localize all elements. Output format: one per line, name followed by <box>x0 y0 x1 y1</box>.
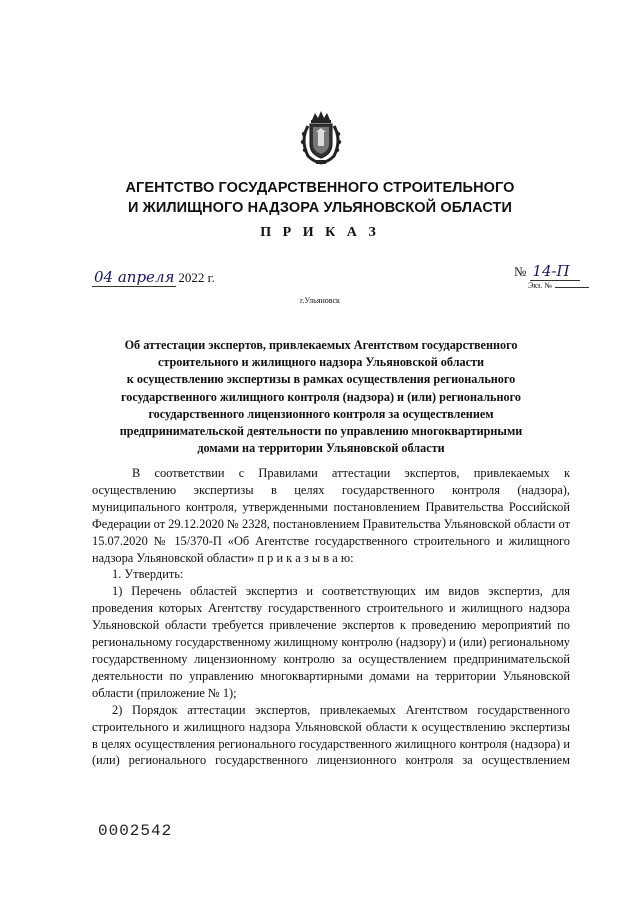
city-name: г.Ульяновск <box>300 296 340 305</box>
item-1-2-paragraph: 2) Порядок аттестации экспертов, привлекаемых Агентством государственного строительного и жилищного надзора Ульяновской области к осуществлению экспертизы в целях осуществления регионального государственного жилищного контроля (надзора) и (или) регионального государственного лицензионного контроля за осуществлением <box>92 702 570 768</box>
copy-number <box>528 281 589 290</box>
coat-of-arms-icon <box>298 110 344 166</box>
number-sign: № <box>514 264 527 279</box>
subject-line: государственного жилищного контроля (надзора) и (или) регионального <box>121 389 521 404</box>
subject-line: строительного и жилищного надзора Ульяновской области <box>157 355 485 370</box>
agency-name <box>0 178 640 218</box>
agency-name-line-2: И ЖИЛИЩНОГО НАДЗОРА УЛЬЯНОВСКОЙ ОБЛАСТИ <box>127 200 513 216</box>
order-date <box>92 268 215 286</box>
subject-line: предпринимательской деятельности по управлению многоквартирными <box>119 424 523 439</box>
order-number-block <box>514 262 589 290</box>
document-type-title: П Р И К А З <box>260 225 380 240</box>
subject-line: государственного лицензионного контроля за осуществлением <box>148 406 494 421</box>
serial-number: 0002542 <box>98 822 173 840</box>
subject-line: домами на территории Ульяновской области <box>197 441 445 456</box>
item-1-heading: 1. Утвердить: <box>112 567 184 582</box>
copy-label: Экз. № <box>528 281 552 290</box>
order-body <box>92 465 570 769</box>
handwritten-number: 14-П <box>530 262 580 281</box>
subject-line: к осуществлению экспертизы в рамках осуществления регионального <box>126 372 516 387</box>
intro-paragraph: В соответствии с Правилами аттестации экспертов, привлекаемых к осуществлению экспертизы в целях государственного контроля (надзора), муниципального контроля, утвержденными постановлением Правительства Российской Федерации от 29.12.2020 № 2328, постановлением Правительства Ульяновской области от 15.07.2020 № 15/370-П «Об Агентстве государственного строительного и жилищного надзора Ульяновской области» п р и к а з ы в а ю: <box>92 466 570 565</box>
agency-name-line-1: АГЕНТСТВО ГОСУДАРСТВЕННОГО СТРОИТЕЛЬНОГО <box>125 180 515 196</box>
order-number <box>514 262 589 281</box>
order-subject <box>86 337 556 457</box>
item-1-1-paragraph: 1) Перечень областей экспертиз и соответствующих им видов экспертиз, для проведения которых Агентству государственного строительного и жилищного надзора Ульяновской области требуется привлечение экспертов к проведению мероприятий по региональному государственному жилищному контролю (надзору) и (или) региональному государственному лицензионному контролю за осуществлением предпринимательской деятельности по управлению многоквартирными домами на территории Ульяновской области (приложение № 1); <box>92 584 570 700</box>
copy-number-blank <box>555 287 589 288</box>
order-year: 2022 г. <box>178 270 215 285</box>
handwritten-date: 04 апреля <box>94 268 175 286</box>
subject-line: Об аттестации экспертов, привлекаемых Агентством государственного <box>124 338 518 352</box>
